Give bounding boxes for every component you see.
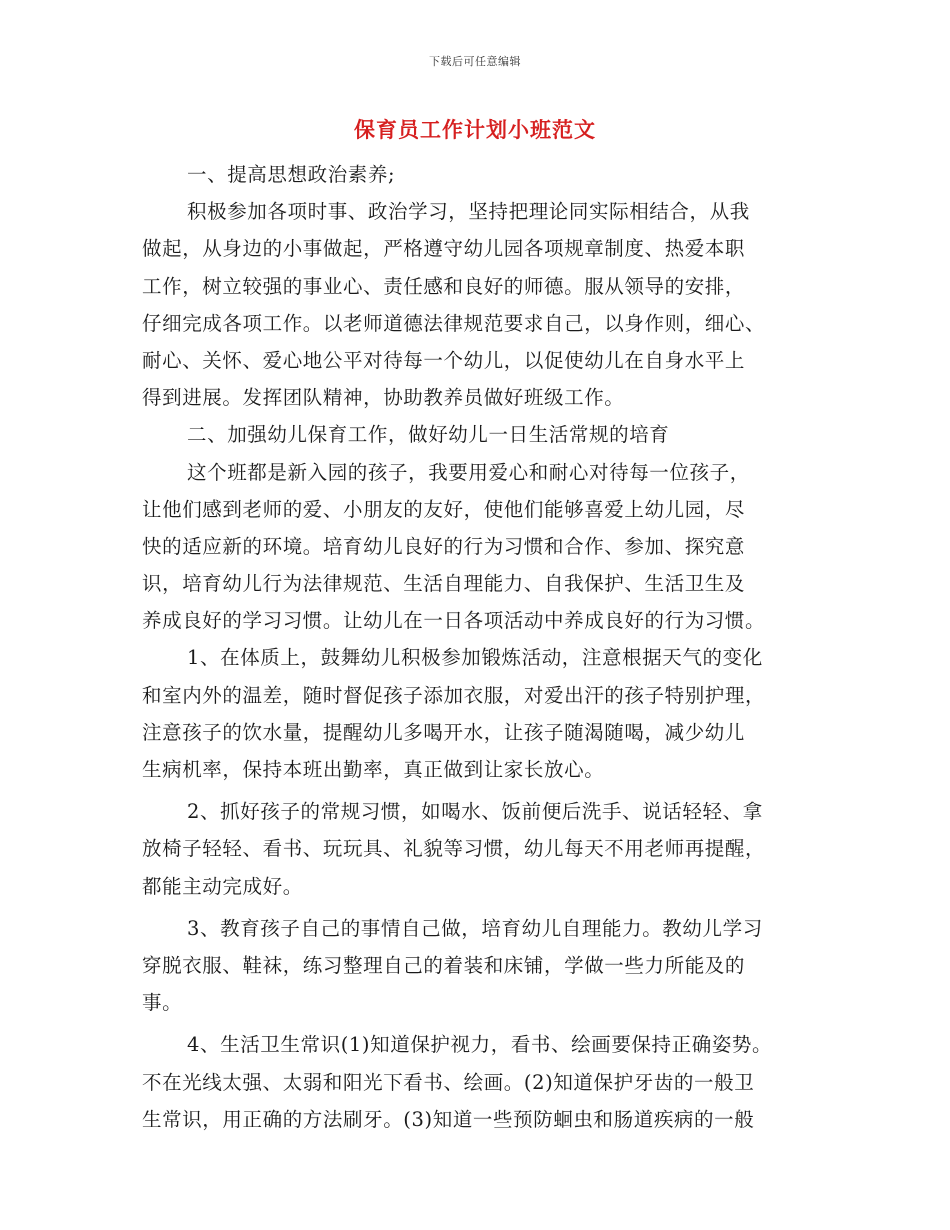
paragraph-line: 1、在体质上，鼓舞幼儿积极参加锻炼活动，注意根据天气的变化: [187, 646, 763, 670]
paragraph-line: 快的适应新的环境。培育幼儿良好的行为习惯和合作、参加、探究意: [142, 534, 746, 558]
paragraph-line: 积极参加各项时事、政治学习，坚持把理论同实际相结合，从我: [187, 200, 750, 224]
paragraph-line: 这个班都是新入园的孩子，我要用爱心和耐心对待每一位孩子，: [187, 460, 750, 484]
document-title: 保育员工作计划小班范文: [354, 117, 596, 142]
paragraph-line: 让他们感到老师的爱、小朋友的友好，使他们能够喜爱上幼儿园，尽: [142, 497, 746, 521]
paragraph-line: 养成良好的学习习惯。让幼儿在一日各项活动中养成良好的行为习惯。: [142, 609, 766, 633]
paragraph-line: 2、抓好孩子的常规习惯，如喝水、饭前便后洗手、说话轻轻、拿: [187, 800, 763, 824]
paragraph-line: 4、生活卫生常识(1)知道保护视力，看书、绘画要保持正确姿势。: [187, 1033, 773, 1057]
paragraph-line: 识，培育幼儿行为法律规范、生活自理能力、自我保护、生活卫生及: [142, 572, 746, 596]
paragraph-line: 放椅子轻轻、看书、玩玩具、礼貌等习惯，幼儿每天不用老师再提醒，: [142, 837, 766, 861]
paragraph-line: 生常识，用正确的方法刷牙。(3)知道一些预防蛔虫和肠道疾病的一般: [142, 1107, 755, 1131]
document-body: [142, 156, 810, 1138]
paragraph-line: 事。: [142, 991, 183, 1015]
paragraph-line: 生病机率，保持本班出勤率，真正做到让家长放心。: [142, 758, 605, 781]
section-heading: 一、提高思想政治素养;: [187, 163, 396, 186]
paragraph-line: 仔细完成各项工作。以老师道德法律规范要求自己，以身作则，细心、: [142, 311, 766, 335]
paragraph-line: 不在光线太强、太弱和阳光下看书、绘画。(2)知道保护牙齿的一般卫: [142, 1070, 755, 1094]
paragraph-line: 注意孩子的饮水量，提醒幼儿多喝开水，让孩子随渴随喝，减少幼儿: [142, 720, 746, 744]
paragraph-line: 工作，树立较强的事业心、责任感和良好的师德。服从领导的安排，: [142, 274, 746, 298]
paragraph-line: 耐心、关怀、爱心地公平对待每一个幼儿，以促使幼儿在自身水平上: [142, 348, 746, 372]
paragraph-line: 做起，从身边的小事做起，严格遵守幼儿园各项规章制度、热爱本职: [142, 237, 746, 261]
paragraph-line: 穿脱衣服、鞋袜，练习整理自己的着装和床铺，学做一些力所能及的: [142, 953, 746, 977]
paragraph-line: 得到进展。发挥团队精神，协助教养员做好班级工作。: [142, 386, 625, 410]
paragraph-line: 3、教育孩子自己的事情自己做，培育幼儿自理能力。教幼儿学习: [187, 916, 763, 940]
header-note: 下载后可任意编辑: [429, 55, 521, 68]
paragraph-line: 都能主动完成好。: [142, 874, 303, 898]
section-heading: 二、加强幼儿保育工作，做好幼儿一日生活常规的培育: [187, 423, 670, 447]
paragraph-line: 和室内外的温差，随时督促孩子添加衣服，对爱出汗的孩子特别护理，: [142, 683, 766, 707]
